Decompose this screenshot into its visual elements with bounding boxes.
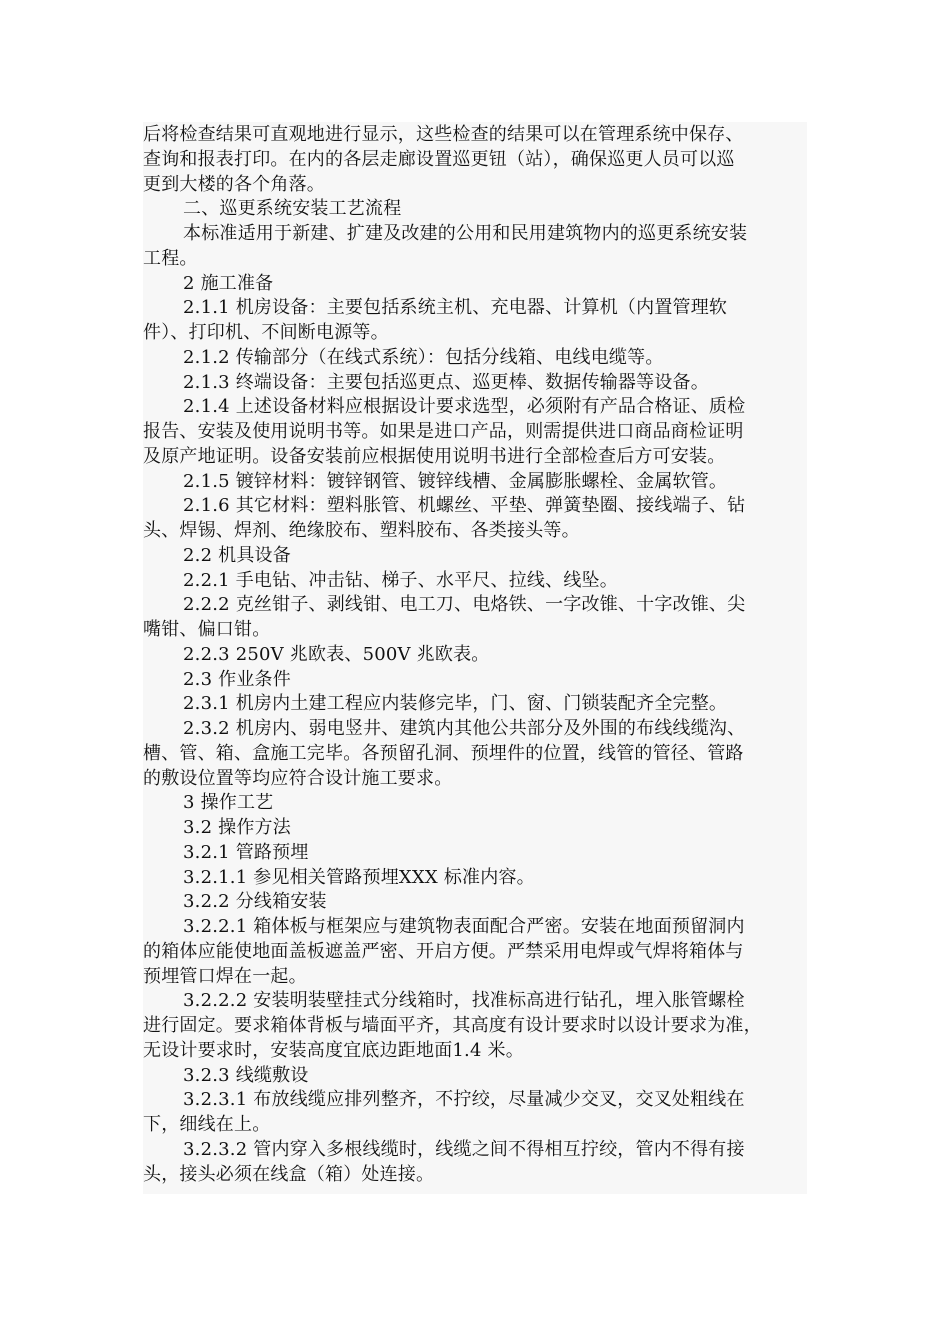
paragraph-line: 2.1.4 上述设备材料应根据设计要求选型，必须附有产品合格证、质检 [183,396,746,418]
paragraph-line: 2.2.3 250V 兆欧表、500V 兆欧表。 [183,643,490,665]
paragraph-line: 预埋管口焊在一起。 [143,965,307,987]
paragraph-line: 及原产地证明。设备安装前应根据使用说明书进行全部检查后方可安装。 [143,445,726,467]
paragraph-line: 2.1.5 镀锌材料：镀锌钢管、镀锌线槽、金属膨胀螺栓、金属软管。 [183,470,728,492]
paragraph-line: 后将检查结果可直观地进行显示，这些检查的结果可以在管理系统中保存、 [143,124,744,145]
paragraph-line: 槽、管、箱、盒施工完毕。各预留孔洞、预埋件的位置，线管的管径、管路 [143,742,744,764]
paragraph-line: 头、焊锡、焊剂、绝缘胶布、塑料胶布、各类接头等。 [143,520,580,541]
paragraph-line: 3.2.1 管路预埋 [183,841,309,863]
paragraph-line: 2.3.1 机房内土建工程应内装修完毕，门、窗、门锁装配齐全完整。 [183,693,728,715]
paragraph-line: 3.2.2 分线箱安装 [183,891,327,913]
paragraph-line: 2.1.2 传输部分（在线式系统）：包括分线箱、电线电缆等。 [183,346,664,368]
paragraph-line: 3 操作工艺 [183,792,274,814]
paragraph-line: 2.3.2 机房内、弱电竖井、建筑内其他公共部分及外围的布线线缆沟、 [183,718,746,739]
paragraph-line: 2.2.2 克丝钳子、剥线钳、电工刀、电烙铁、一字改锥、十字改锥、尖 [183,594,746,616]
paragraph-line: 2.2.1 手电钻、冲击钻、梯子、水平尺、拉线、线坠。 [183,569,618,591]
paragraph-line: 3.2.3.2 管内穿入多根线缆时，线缆之间不得相互拧绞，管内不得有接 [183,1138,745,1160]
paragraph-line: 下，细线在上。 [143,1114,271,1135]
paragraph-line: 查询和报表打印。在内的各层走廊设置巡更钮（站），确保巡更人员可以巡 [143,148,735,170]
paragraph-line: 头，接头必须在线盒（箱）处连接。 [143,1163,435,1185]
paragraph-line: 更到大楼的各个角落。 [143,173,325,195]
paragraph-line: 2.1.3 终端设备：主要包括巡更点、巡更棒、数据传输器等设备。 [183,371,709,393]
paragraph-line: 2.1.1 机房设备：主要包括系统主机、充电器、计算机（内置管理软 [183,297,728,319]
paragraph-line: 2.3 作业条件 [183,668,291,690]
paragraph-line: 的箱体应能使地面盖板遮盖严密、开启方便。严禁采用电焊或气焊将箱体与 [143,940,744,962]
paragraph-line: 报告、安装及使用说明书等。如果是进口产品，则需提供进口商品商检证明 [143,421,744,442]
paragraph-line: 2.1.6 其它材料：塑料胀管、机螺丝、平垫、弹簧垫圈、接线端子、钻 [183,495,746,517]
document-body [143,122,807,1194]
paragraph-line: 无设计要求时，安装高度宜底边距地面1.4 米。 [143,1039,524,1061]
paragraph-line: 的敷设位置等均应符合设计施工要求。 [143,767,453,789]
paragraph-line: 3.2.3.1 布放线缆应排列整齐，不拧绞，尽量减少交叉，交叉处粗线在 [183,1089,745,1111]
paragraph-line: 3.2.2.1 箱体板与框架应与建筑物表面配合严密。安装在地面预留洞内 [183,916,745,937]
paragraph-line: 嘴钳、偏口钳。 [143,619,271,640]
paragraph-line: 进行固定。要求箱体背板与墙面平齐，其高度有设计要求时以设计要求为准， [143,1015,762,1036]
paragraph-line: 工程。 [143,247,198,269]
paragraph-line: 3.2 操作方法 [183,817,291,838]
paragraph-line: 二、巡更系统安装工艺流程 [183,198,402,220]
paragraph-line: 2.2 机具设备 [183,544,291,566]
paragraph-line: 本标准适用于新建、扩建及改建的公用和民用建筑物内的巡更系统安装 [183,223,748,244]
paragraph-line: 3.2.3 线缆敷设 [183,1064,309,1086]
paragraph-line: 3.2.2.2 安装明装壁挂式分线箱时，找准标高进行钻孔，埋入胀管螺栓 [183,990,745,1012]
paragraph-line: 2 施工准备 [183,272,274,294]
paragraph-line: 件）、打印机、不间断电源等。 [143,322,389,343]
paragraph-line: 3.2.1.1 参见相关管路预埋XXX 标准内容。 [183,866,535,888]
